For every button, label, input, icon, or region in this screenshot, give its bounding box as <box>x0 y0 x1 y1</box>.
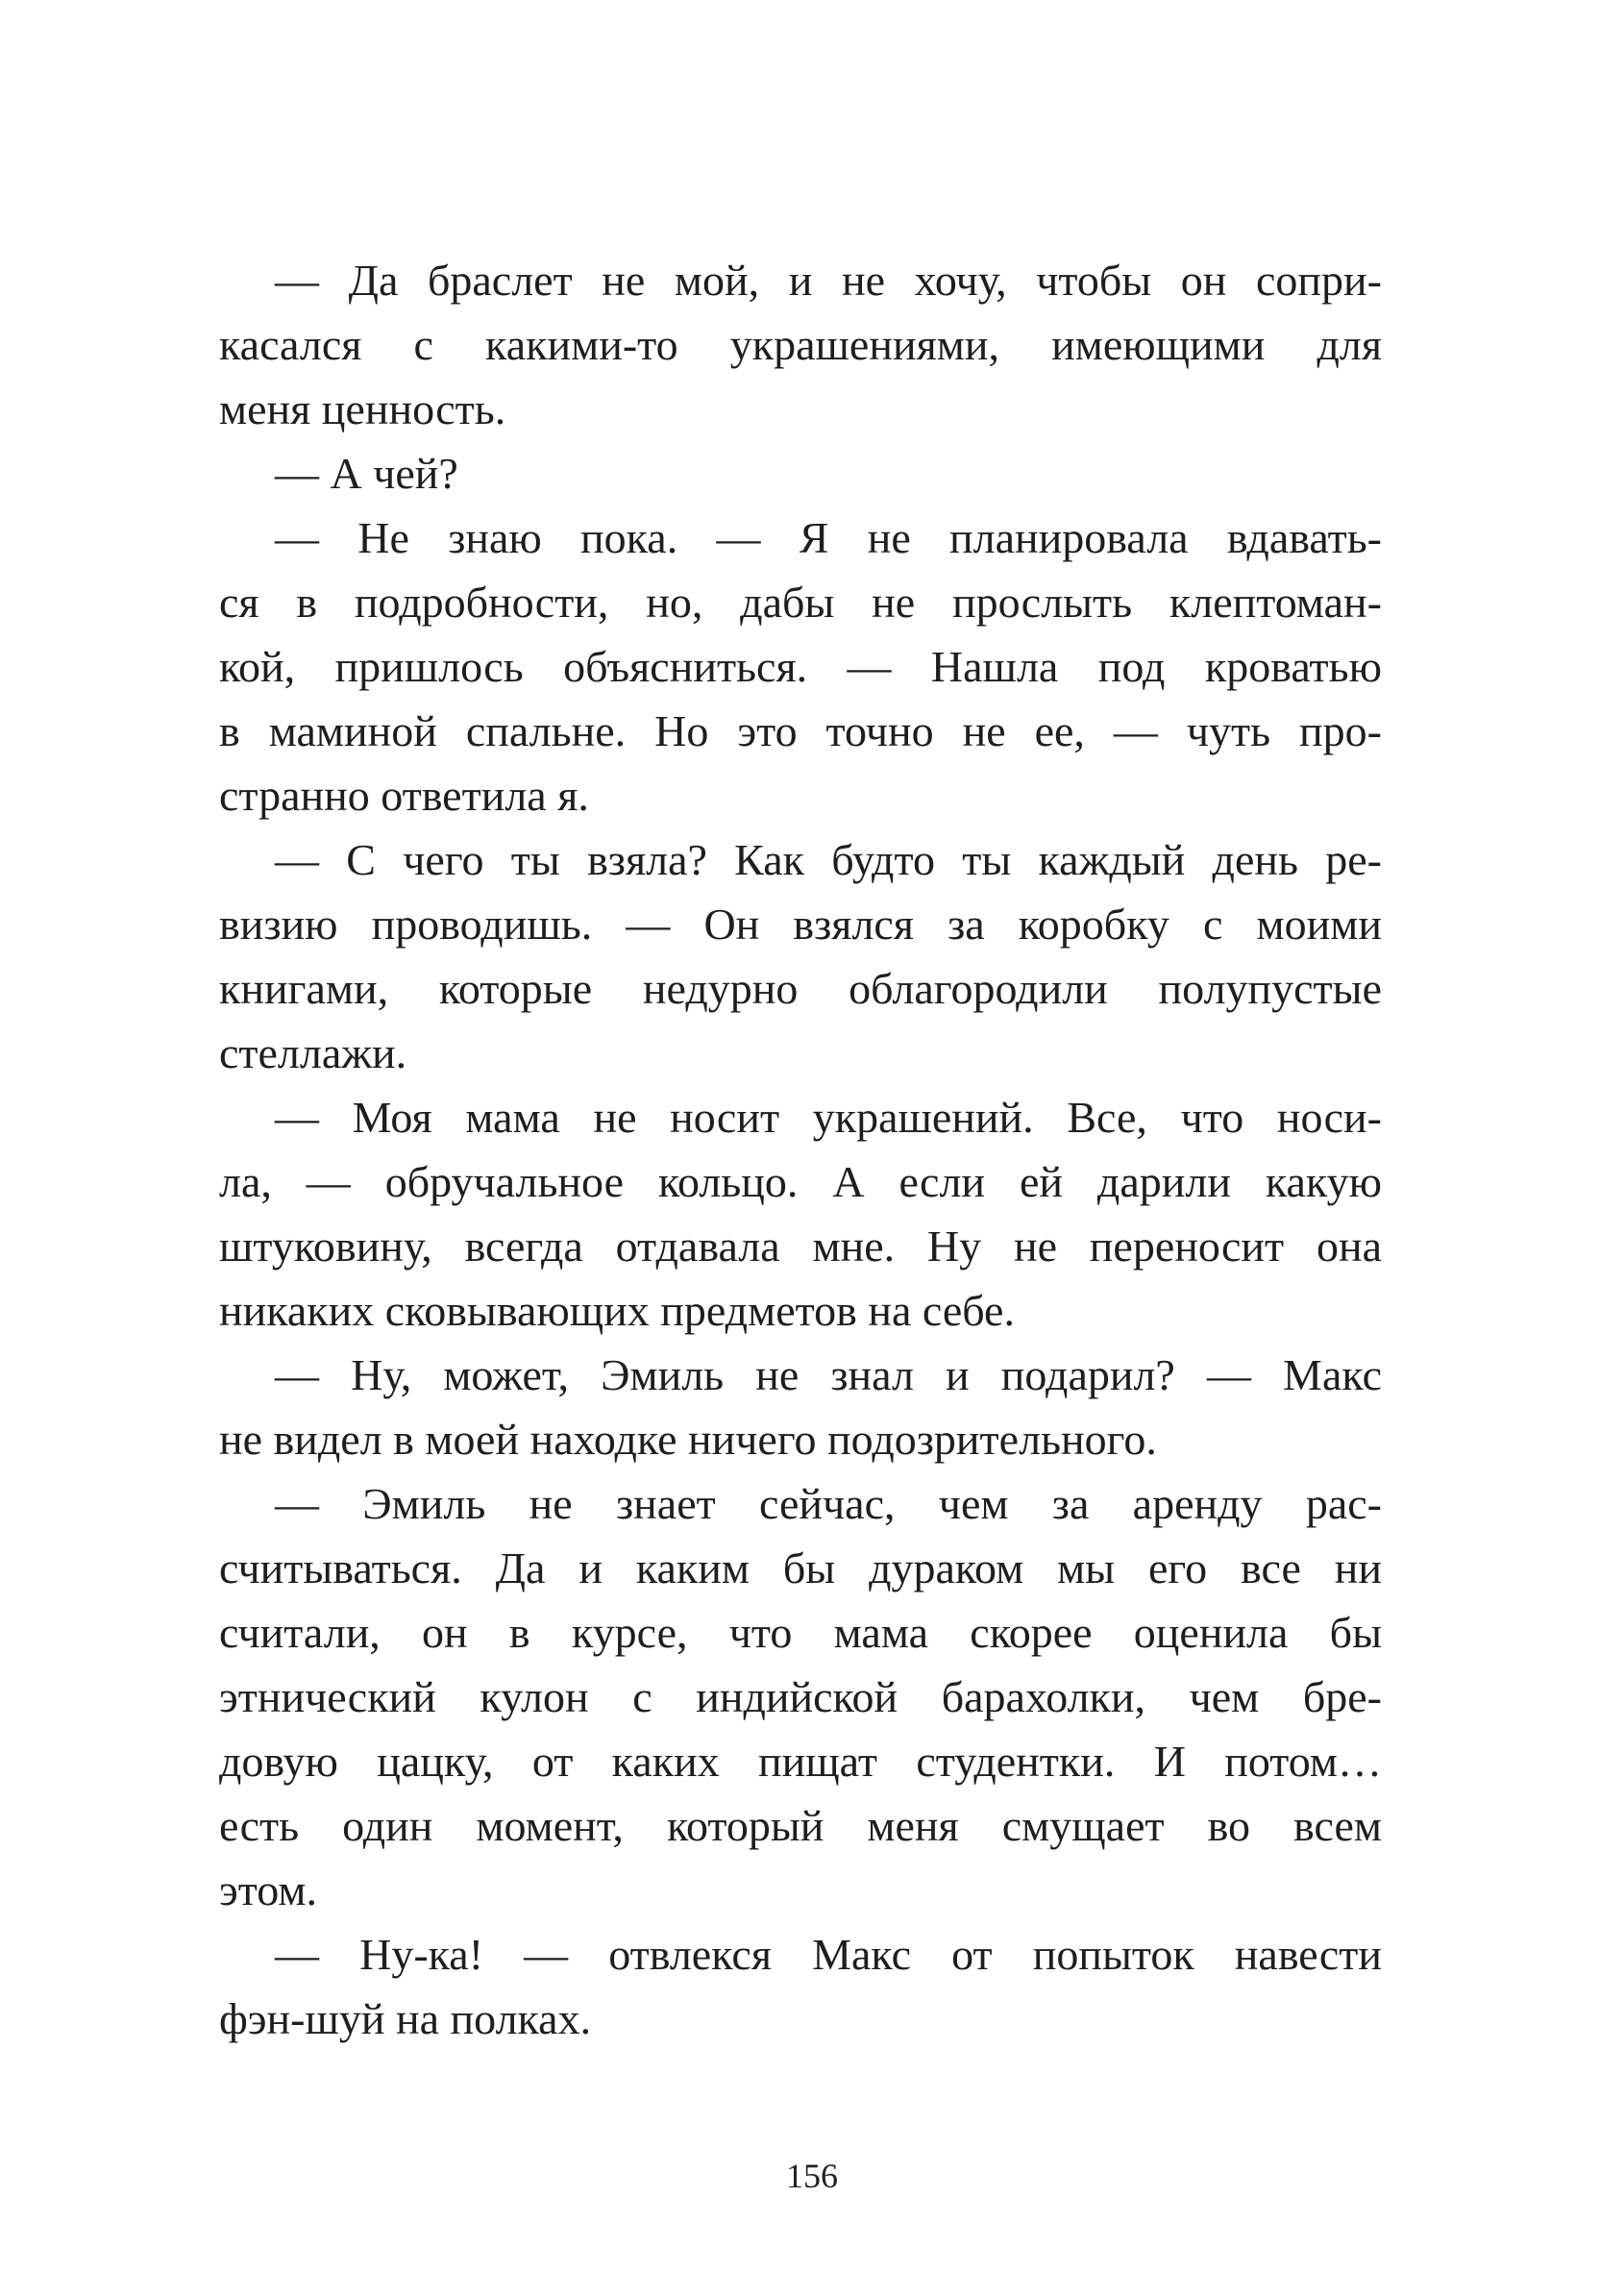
text-line: никаких сковывающих предметов на себе. <box>219 1286 1015 1335</box>
text-line: есть один момент, который меня смущает во всем <box>219 1801 1382 1850</box>
text-line: книгами, которые недурно облагородили полупустые <box>219 964 1382 1013</box>
text-line: довую цацку, от каких пищат студентки. И потом… <box>219 1737 1382 1786</box>
text-line: — Ну-ка! — отвлекся Макс от попыток навести <box>275 1930 1382 1979</box>
text-line: штуковину, всегда отдавала мне. Ну не переносит она <box>219 1222 1382 1271</box>
text-line: кой, пришлось объясниться. — Нашла под кроватью <box>219 642 1382 691</box>
text-line: странно ответила я. <box>219 771 589 820</box>
text-line: ла, — обручальное кольцо. А если ей дарили какую <box>219 1157 1382 1206</box>
text-line: этнический кулон с индийской барахолки, чем бре- <box>219 1672 1382 1721</box>
text-line: фэн-шуй на полках. <box>219 1994 592 2043</box>
text-line: стеллажи. <box>219 1028 407 1077</box>
text-line: — Моя мама не носит украшений. Все, что носи- <box>275 1093 1382 1142</box>
text-line: — Да браслет не мой, и не хочу, чтобы он сопри- <box>275 256 1382 305</box>
page-number: 156 <box>786 2157 838 2195</box>
text-line: считали, он в курсе, что мама скорее оценила бы <box>219 1608 1382 1657</box>
text-line: считываться. Да и каким бы дураком мы его все ни <box>219 1543 1382 1592</box>
text-line: — А чей? <box>275 449 458 498</box>
text-line: — Эмиль не знает сейчас, чем за аренду рас- <box>275 1479 1382 1528</box>
text-line: касался с какими-то украшениями, имеющими для <box>219 320 1382 369</box>
body-text <box>219 248 1382 2051</box>
text-line: визию проводишь. — Он взялся за коробку с моими <box>219 900 1382 949</box>
text-line: — Ну, может, Эмиль не знал и подарил? — Макс <box>275 1350 1382 1399</box>
text-line: — Не знаю пока. — Я не планировала вдавать- <box>275 513 1382 562</box>
text-line: в маминой спальне. Но это точно не ее, — чуть про- <box>219 706 1382 755</box>
text-line: не видел в моей находке ничего подозрительного. <box>219 1415 1157 1464</box>
text-line: — С чего ты взяла? Как будто ты каждый день ре- <box>275 835 1382 884</box>
text-line: ся в подробности, но, дабы не прослыть клептоман- <box>219 578 1382 627</box>
text-line: меня ценность. <box>219 384 506 433</box>
text-line: этом. <box>219 1865 317 1914</box>
